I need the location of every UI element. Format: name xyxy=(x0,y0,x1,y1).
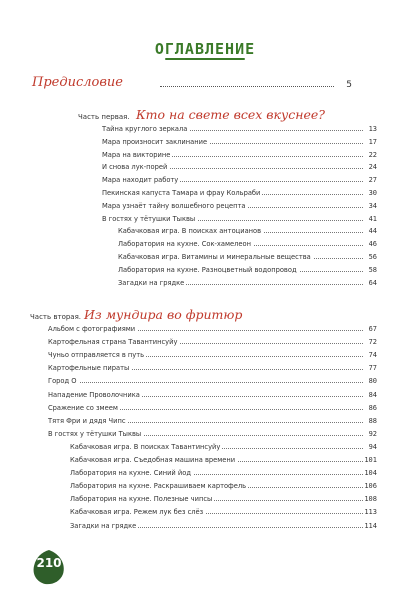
entry-title: Кабачковая игра. Витамины и минеральные вещества xyxy=(118,253,311,261)
toc-entry[interactable] xyxy=(70,467,377,477)
toc-entry[interactable] xyxy=(48,428,377,438)
toc-entry[interactable] xyxy=(102,136,377,146)
entry-title: Мара узнаёт тайну волшебного рецепта xyxy=(102,201,246,210)
entry-title: Сражение со змеем xyxy=(48,403,118,412)
toc-entry[interactable] xyxy=(118,238,377,248)
toc-entry[interactable] xyxy=(48,375,377,385)
toc-entry[interactable] xyxy=(102,213,377,223)
entry-title: Город О xyxy=(48,377,77,386)
page-title: ОГЛАВЛЕНИЕ xyxy=(154,40,256,58)
part2-name: Из мундира во фритюр xyxy=(84,307,243,322)
entry-page-number: 106 xyxy=(364,482,377,491)
entry-title: Пекинская капуста Тамара и фрау Кольраби xyxy=(102,189,261,197)
entry-page-number: 80 xyxy=(368,377,377,386)
entry-title: Альбом с фотографиями xyxy=(48,325,136,333)
entry-page-number: 104 xyxy=(364,469,377,478)
entry-title: Нападение Проволочника xyxy=(48,390,140,399)
entry-page-number: 88 xyxy=(368,416,377,425)
preface-entry[interactable] xyxy=(32,72,352,90)
entry-page-number: 17 xyxy=(368,137,377,146)
entry-page-number: 84 xyxy=(368,390,377,399)
entry-title: Загадки на грядке xyxy=(118,278,185,287)
entry-title: Лаборатория на кухне. Сок-хамелеон xyxy=(118,240,251,249)
toc-entry[interactable] xyxy=(102,149,377,159)
entry-title: Мара произносит заклинание xyxy=(102,137,208,146)
part1-name: Кто на свете всех вкуснее? xyxy=(136,107,326,122)
entry-page-number: 30 xyxy=(368,189,377,197)
entry-page-number: 46 xyxy=(368,240,377,249)
title-underline xyxy=(165,58,245,60)
entry-title: Мара находит работу xyxy=(102,176,179,185)
toc-entry[interactable] xyxy=(70,520,377,530)
toc-entry[interactable] xyxy=(102,200,377,210)
part2-heading xyxy=(30,304,378,322)
entry-page-number: 24 xyxy=(368,163,377,172)
entry-page-number: 74 xyxy=(368,351,377,360)
entry-page-number: 22 xyxy=(368,150,377,159)
entry-title: Картофельные пираты xyxy=(48,364,130,373)
entry-title: Загадки на грядке xyxy=(70,521,137,530)
toc-entry[interactable] xyxy=(118,225,377,235)
entry-title: Тайна круглого зеркала xyxy=(102,125,188,133)
entry-title: Тятя Фри и дядя Чипс xyxy=(48,416,126,425)
page-number-badge xyxy=(30,548,68,586)
entry-title: Лаборатория на кухне. Полезные чипсы xyxy=(70,495,213,504)
entry-page-number: 67 xyxy=(368,325,377,333)
toc-entry[interactable] xyxy=(102,174,377,184)
entry-title: Чуньо отправляется в путь xyxy=(48,351,145,360)
toc-entry[interactable] xyxy=(102,187,377,197)
entry-title: И снова лук-порей xyxy=(102,163,168,172)
entry-page-number: 114 xyxy=(364,521,377,530)
entry-page-number: 64 xyxy=(368,278,377,287)
toc-entry[interactable] xyxy=(48,389,377,399)
toc-entry[interactable] xyxy=(70,441,377,451)
entry-page-number: 92 xyxy=(368,429,377,438)
entry-title: Кабачковая игра. Режем лук без слёз xyxy=(70,508,204,517)
toc-entry[interactable] xyxy=(70,480,377,490)
toc-entry[interactable] xyxy=(48,349,377,359)
entry-page-number: 86 xyxy=(368,403,377,412)
preface-page-number: 5 xyxy=(346,80,352,90)
entry-page-number: 72 xyxy=(368,338,377,347)
entry-page-number: 34 xyxy=(368,201,377,210)
toc-entry[interactable] xyxy=(48,323,377,333)
entry-page-number: 58 xyxy=(368,265,377,274)
part2-label: Часть вторая. xyxy=(30,313,82,321)
page-number: 210 xyxy=(36,556,62,570)
entry-title: Лаборатория на кухне. Синий йод xyxy=(70,469,191,478)
entry-title: Картофельная страна Тавантинсуйу xyxy=(48,338,178,347)
toc-entry[interactable] xyxy=(70,493,377,503)
dot-leader xyxy=(160,86,334,87)
toc-entry[interactable] xyxy=(102,161,377,171)
entry-page-number: 94 xyxy=(368,442,377,451)
dot-leader xyxy=(48,382,363,383)
toc-entry[interactable] xyxy=(70,506,377,516)
entry-page-number: 101 xyxy=(364,456,377,464)
toc-entry[interactable] xyxy=(70,454,377,464)
entry-title: В гостях у тётушки Тыквы xyxy=(48,429,142,438)
toc-entry[interactable] xyxy=(118,264,377,274)
toc-entry[interactable] xyxy=(118,277,377,287)
entry-page-number: 44 xyxy=(368,227,377,236)
entry-title: Кабачковая игра. В поисках антоцианов xyxy=(118,227,262,236)
toc-entry[interactable] xyxy=(48,402,377,412)
entry-title: Лаборатория на кухне. Разноцветный водопровод xyxy=(118,265,297,274)
entry-page-number: 113 xyxy=(364,508,377,517)
preface-label: Предисловие xyxy=(32,75,123,90)
part1-heading xyxy=(78,104,378,122)
entry-title: Кабачковая игра. В поисках Тавантинсуйу xyxy=(70,442,221,451)
entry-page-number: 56 xyxy=(368,253,377,261)
part1-label: Часть первая. xyxy=(78,113,130,121)
toc-entry[interactable] xyxy=(48,415,377,425)
toc-entry[interactable] xyxy=(48,362,377,372)
entry-title: Кабачковая игра. Съедобная машина времени xyxy=(70,456,236,464)
entry-page-number: 108 xyxy=(364,495,377,504)
entry-title: В гостях у тётушки Тыквы xyxy=(102,214,196,223)
entry-page-number: 13 xyxy=(368,125,377,133)
entry-page-number: 41 xyxy=(368,214,377,223)
toc-entry[interactable] xyxy=(118,251,377,261)
entry-title: Лаборатория на кухне. Раскрашиваем картофель xyxy=(70,482,247,491)
entry-title: Мара на викторине xyxy=(102,150,171,159)
toc-entry[interactable] xyxy=(48,336,377,346)
entry-page-number: 27 xyxy=(368,176,377,185)
toc-entry[interactable] xyxy=(102,123,377,133)
entry-page-number: 77 xyxy=(368,364,377,373)
